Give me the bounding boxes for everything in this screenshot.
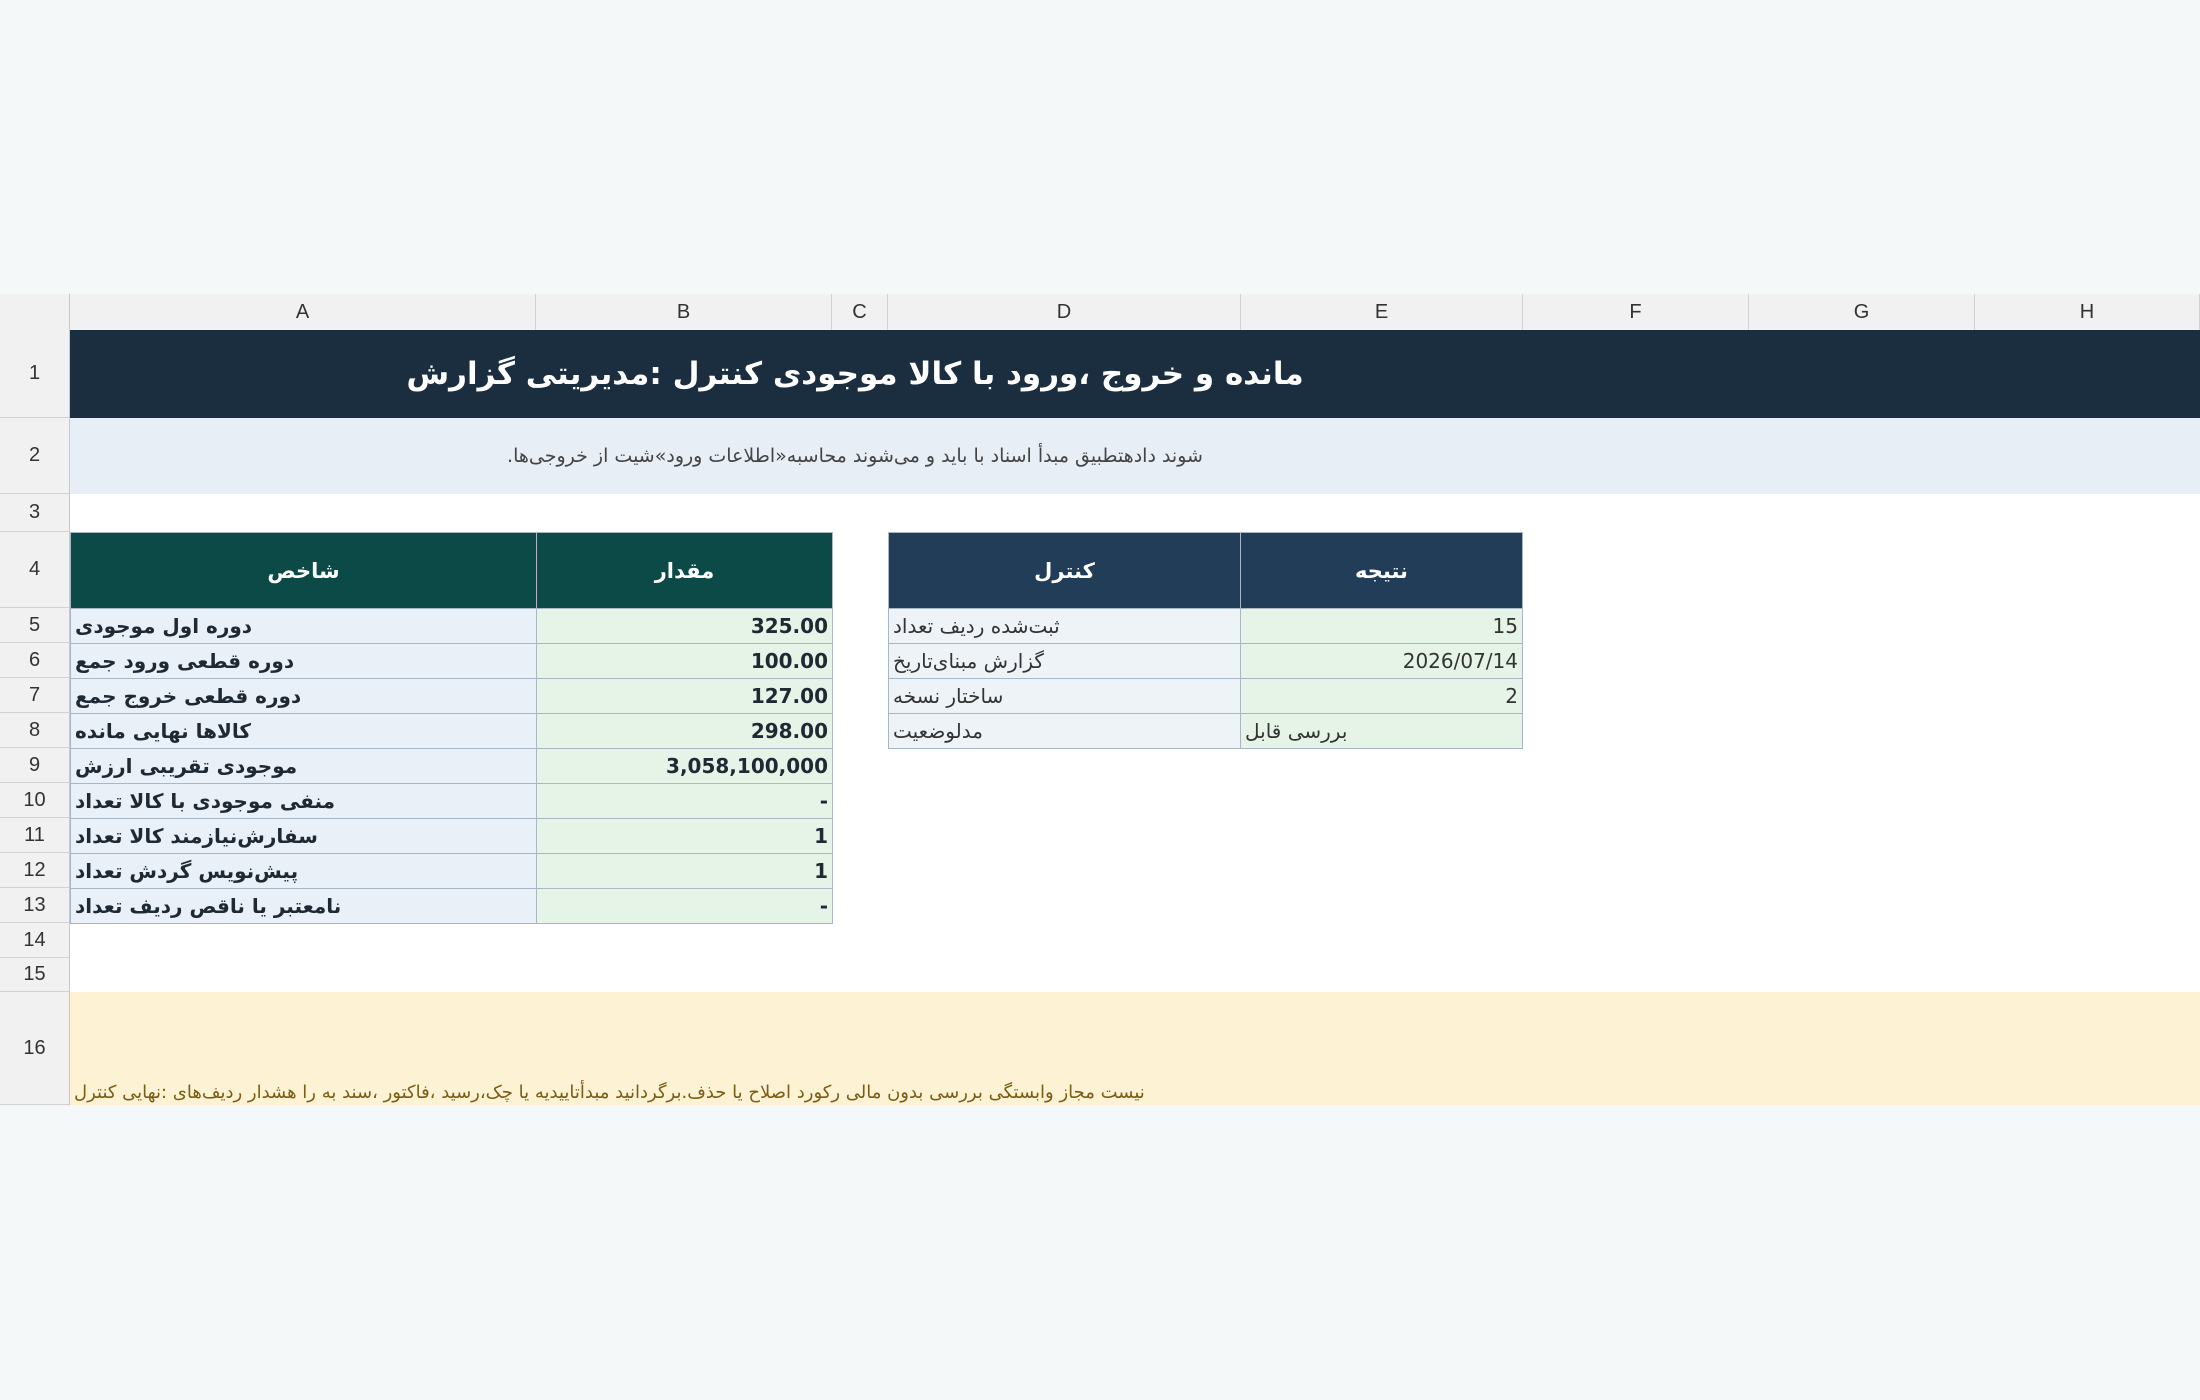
table-row (71, 889, 833, 924)
warning-cell[interactable] (70, 992, 2200, 1105)
control-label-cell[interactable]: مدلوضعیت (889, 714, 1241, 749)
kpi-value-cell[interactable]: - (537, 784, 833, 819)
column-header-g[interactable]: G (1749, 294, 1975, 330)
kpi-header-value[interactable]: مقدار (537, 533, 833, 609)
kpi-label-cell[interactable]: سفارش‌نیازمند کالا تعداد (71, 819, 537, 854)
column-header-c[interactable]: C (832, 294, 888, 330)
row-header-10[interactable]: 10 (0, 783, 70, 818)
column-header-b[interactable]: B (536, 294, 832, 330)
row-header-8[interactable]: 8 (0, 713, 70, 748)
table-row (71, 819, 833, 854)
control-header-value[interactable]: نتیجه (1241, 533, 1523, 609)
table-row (71, 714, 833, 749)
kpi-label-cell[interactable]: موجودی تقریبی ارزش (71, 749, 537, 784)
kpi-label-cell[interactable]: پیش‌نویس گردش تعداد (71, 854, 537, 889)
kpi-value-cell[interactable]: 298.00 (537, 714, 833, 749)
kpi-value-cell[interactable]: 1 (537, 854, 833, 889)
row-header-2[interactable]: 2 (0, 418, 70, 494)
row-header-1[interactable]: 1 (0, 330, 70, 418)
table-row (71, 609, 833, 644)
row-header-13[interactable]: 13 (0, 888, 70, 923)
kpi-label-cell[interactable]: منفی موجودی با کالا تعداد (71, 784, 537, 819)
row-header-15[interactable]: 15 (0, 958, 70, 992)
row-header-6[interactable]: 6 (0, 643, 70, 678)
table-row (71, 854, 833, 889)
control-header-row (889, 533, 1523, 609)
row-header-3[interactable]: 3 (0, 494, 70, 532)
table-row (889, 679, 1523, 714)
row-header-11[interactable]: 11 (0, 818, 70, 853)
row-header-7[interactable]: 7 (0, 678, 70, 713)
kpi-value-cell[interactable]: 100.00 (537, 644, 833, 679)
control-value-cell[interactable]: 15 (1241, 609, 1523, 644)
column-header-bar (0, 294, 2200, 331)
control-table (888, 532, 1523, 749)
kpi-label-cell[interactable]: نامعتبر یا ناقص ردیف تعداد (71, 889, 537, 924)
table-row (71, 644, 833, 679)
table-row (889, 714, 1523, 749)
kpi-value-cell[interactable]: 3,058,100,000 (537, 749, 833, 784)
control-label-cell[interactable]: ساختار نسخه (889, 679, 1241, 714)
column-header-h[interactable]: H (1975, 294, 2200, 330)
table-row (889, 609, 1523, 644)
table-row (889, 644, 1523, 679)
kpi-label-cell[interactable]: دوره اول موجودی (71, 609, 537, 644)
column-header-e[interactable]: E (1241, 294, 1523, 330)
column-header-d[interactable]: D (888, 294, 1241, 330)
control-label-cell[interactable]: گزارش مبنای‌تاریخ (889, 644, 1241, 679)
row-header-4[interactable]: 4 (0, 532, 70, 608)
control-label-cell[interactable]: ثبت‌شده ردیف تعداد (889, 609, 1241, 644)
row-header-14[interactable]: 14 (0, 923, 70, 958)
row-header-5[interactable]: 5 (0, 608, 70, 643)
control-header-label[interactable]: کنترل (889, 533, 1241, 609)
column-header-a[interactable]: A (70, 294, 536, 330)
kpi-header-label[interactable]: شاخص (71, 533, 537, 609)
row-header-12[interactable]: 12 (0, 853, 70, 888)
spreadsheet-grid (0, 294, 2200, 1105)
warning-text: نیست مجاز وابستگی بررسی بدون مالی رکورد اصلاح یا حذف.برگردانید مبدأتاییدیه یا چک،رسید ،فاکتور ،سند به را هشدار ردیف‌های :نهایی کنترل (74, 1082, 1145, 1103)
kpi-label-cell[interactable]: کالاها نهایی مانده (71, 714, 537, 749)
report-title: مانده و خروج ،ورود با کالا موجودی کنترل :مدیریتی گزارش (406, 356, 1304, 392)
kpi-value-cell[interactable]: - (537, 889, 833, 924)
select-all-corner[interactable] (0, 294, 70, 330)
kpi-value-cell[interactable]: 127.00 (537, 679, 833, 714)
row-header-16[interactable]: 16 (0, 992, 70, 1105)
kpi-label-cell[interactable]: دوره قطعی خروج جمع (71, 679, 537, 714)
note-cell[interactable] (70, 418, 2200, 494)
control-value-cell[interactable]: 2026/07/14 (1241, 644, 1523, 679)
kpi-value-cell[interactable]: 1 (537, 819, 833, 854)
control-value-cell[interactable]: 2 (1241, 679, 1523, 714)
kpi-value-cell[interactable]: 325.00 (537, 609, 833, 644)
table-row (71, 749, 833, 784)
column-header-f[interactable]: F (1523, 294, 1749, 330)
note-text: .شوند دادهتطبیق مبدأ اسناد با باید و می‌شوند محاسبه«اطلاعات ورود»شیت از خروجی‌ها (507, 445, 1203, 467)
kpi-header-row (71, 533, 833, 609)
table-row (71, 784, 833, 819)
table-row (71, 679, 833, 714)
report-title-cell[interactable] (70, 330, 2200, 418)
kpi-table (70, 532, 833, 924)
kpi-label-cell[interactable]: دوره قطعی ورود جمع (71, 644, 537, 679)
control-value-cell[interactable]: بررسی قابل (1241, 714, 1523, 749)
row-header-9[interactable]: 9 (0, 748, 70, 783)
